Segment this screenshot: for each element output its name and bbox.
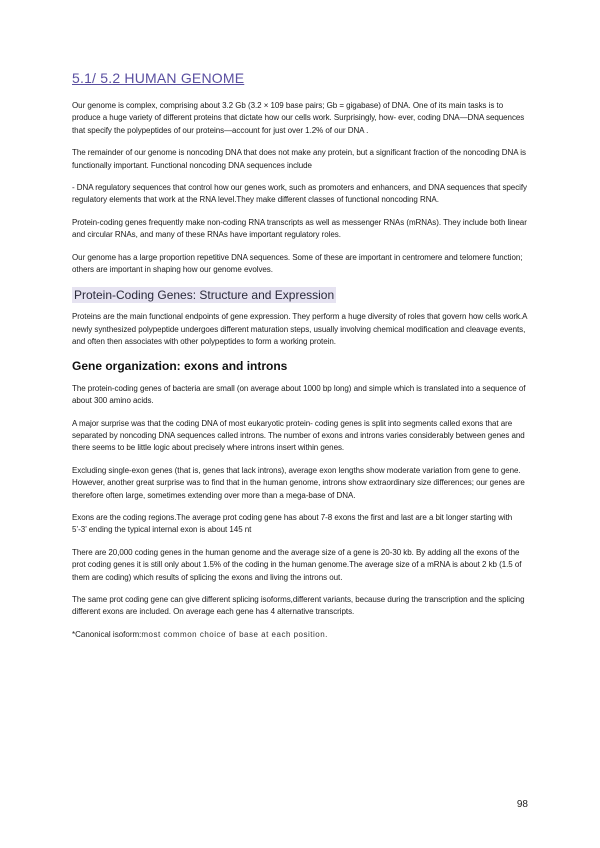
paragraph-repetitive-dna: Our genome has a large proportion repetitive DNA sequences. Some of these are important in centromere and telomere function; others are important in shaping how our genome evolves. (72, 252, 523, 275)
paragraph-regulatory-sequences: - DNA regulatory sequences that control how our genes work, such as promoters and enhancers, and DNA sequences that specify regulatory elements that work at the RNA level.They make different classes of functional noncoding RNA. (72, 183, 527, 205)
note-text: most common choice of base at each position. (141, 629, 328, 639)
paragraph-bacteria-genes: The protein-coding genes of bacteria are small (on average about 1000 bp long) and simple which is translated into a sequence of about 300 amino acids. (72, 383, 526, 406)
paragraph-gene-count: There are 20,000 coding genes in the human genome and the average size of a gene is 20-30 kb. By adding all the exons of the prot coding genes it is still only about 1.5% of the coding in the human genome.The average size of a mRNA is about 2 kb (1.5 of them are coding) which results of splicing the exons and living the introns out. (72, 547, 522, 582)
paragraph-noncoding-rna: Protein-coding genes frequently make non-coding RNA transcripts as well as messenger RNAs (mRNAs). They include both linear and circular RNAs, and many of these RNAs have important regulatory roles. (72, 217, 527, 240)
section-heading-gene-organization: Gene organization: exons and introns (72, 358, 288, 373)
page-title: 5.1/ 5.2 HUMAN GENOME (72, 70, 245, 86)
paragraph-coding-regions: Exons are the coding regions.The average prot coding gene has about 7-8 exons the first and last are a bit longer starting with 5’-3’ ending the typical internal exon is about 145 nt (72, 512, 513, 535)
canonical-isoform-note (72, 629, 527, 641)
paragraph-exons-introns: A major surprise was that the coding DNA of most eukaryotic protein- coding genes is split into segments called exons that are separated by noncoding DNA sequences called introns. The number of exons and introns varies considerably between genes and there seems to be little logic about precisely where introns insert within genes. (72, 418, 525, 453)
paragraph-splicing-isoforms: The same prot coding gene can give different splicing isoforms,different variants, because during the transcription and the splicing different exons are included. On average each gene has 4 alternative transcripts. (72, 594, 525, 617)
section-heading-protein-coding: Protein-Coding Genes: Structure and Expression (74, 288, 335, 303)
document-page (72, 70, 527, 641)
paragraph-exon-lengths: Excluding single-exon genes (that is, genes that lack introns), average exon lengths show moderate variation from gene to gene. However, another great surprise was to find that in the human genome, introns show extraordinary size differences; our genes are therefore often large, sometimes extending over more than a mega-base of DNA. (72, 465, 525, 500)
note-label: *Canonical isoform: (72, 629, 142, 639)
page-number: 98 (516, 799, 528, 810)
paragraph-genome-complexity: Our genome is complex, comprising about 3.2 Gb (3.2 × 109 base pairs; Gb = gigabase) of DNA. One of its main tasks is to produce a huge variety of different proteins that dictate how our cells work. Surprisingly, how- ever, coding DNA—DNA sequences that specify the polypeptides of our proteins—account for just over 1.2% of our DNA . (72, 101, 525, 135)
paragraph-noncoding-dna: The remainder of our genome is noncoding DNA that does not make any protein, but a significant fraction of the noncoding DNA is functionally important. Functional noncoding DNA sequences include (72, 148, 526, 170)
paragraph-proteins: Proteins are the main functional endpoints of gene expression. They perform a huge diversity of roles that govern how cells work.A newly synthesized polypeptide undergoes different maturation steps, usually involving chemical modification and cleavage events, and often then associates with other polypeptides to form a working protein. (72, 312, 527, 347)
